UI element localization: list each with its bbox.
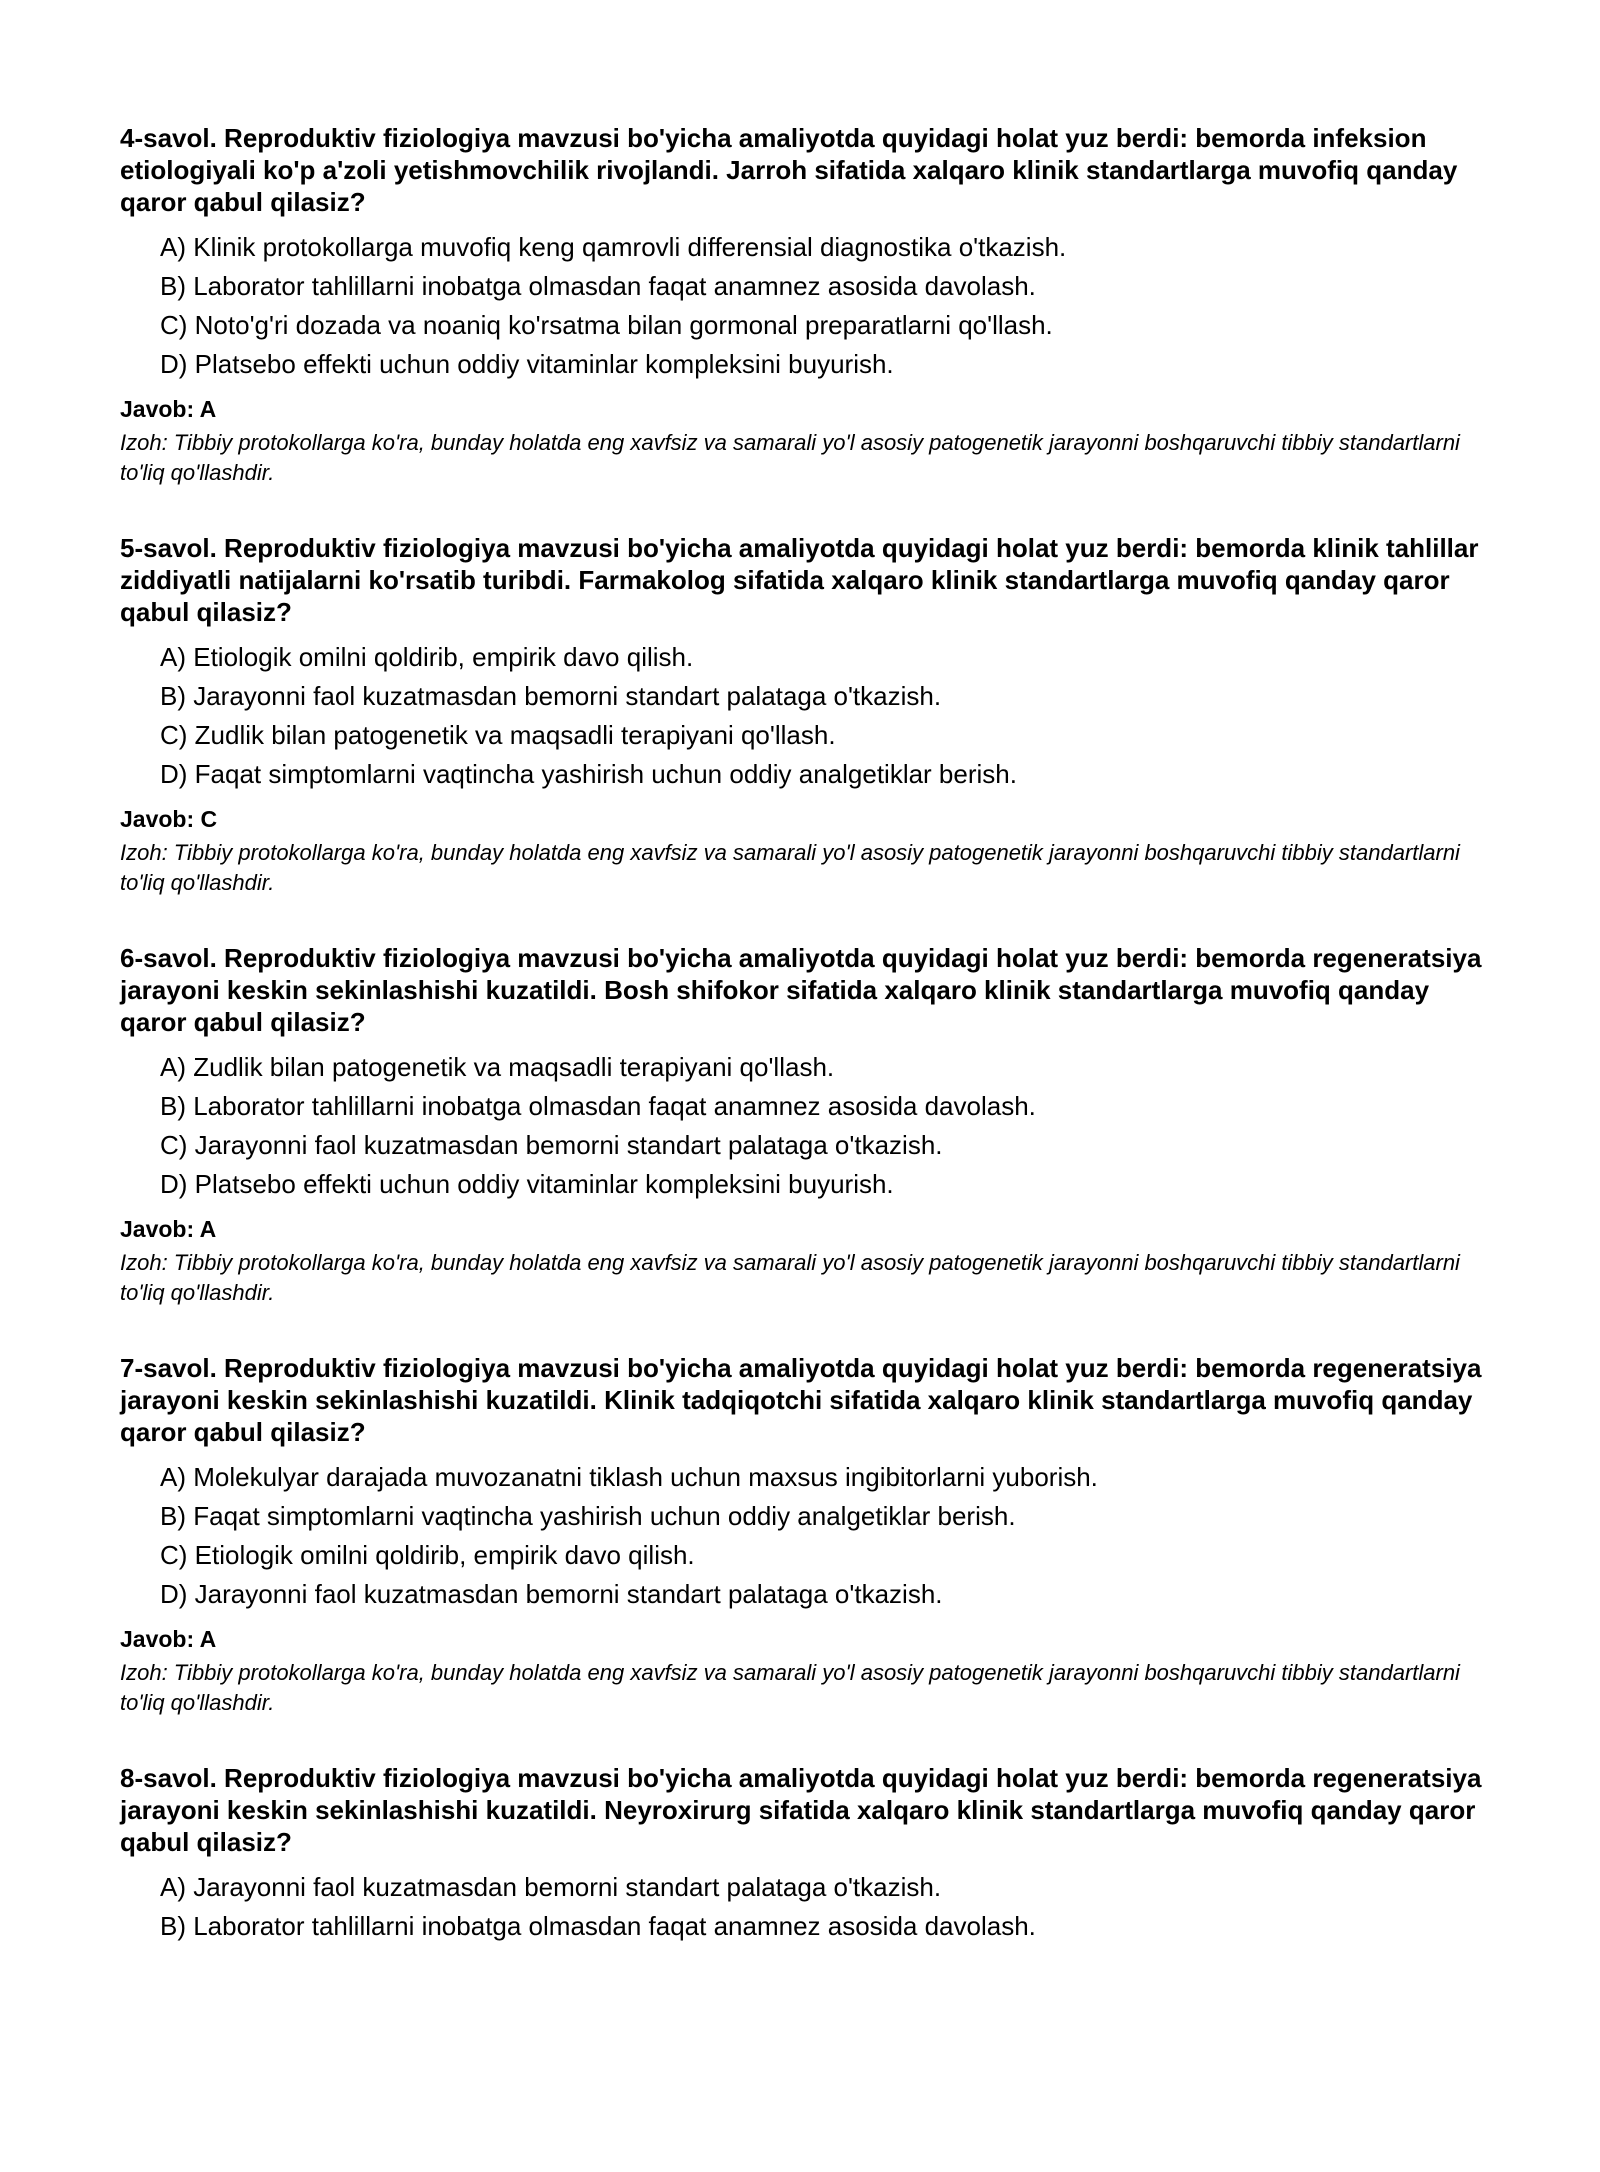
question-title: 6-savol. Reproduktiv fiziologiya mavzusi bo'yicha amaliyotda quyidagi holat yuz berdi: bemorda regeneratsiya jarayoni keskin sekinlashishi kuzatildi. Bosh shifokor sifatida xalqaro klinik standartlarga muvofiq qanday qaror qabul qilasiz? <box>120 943 1482 1037</box>
explanation-note: Izoh: Tibbiy protokollarga ko'ra, bunday holatda eng xavfsiz va samarali yo'l asosiy patogenetik jarayonni boshqaruvchi tibbiy standartlarni to'liq qo'llashdir. <box>120 430 1460 485</box>
option-b: B) Laborator tahlillarni inobatga olmasdan faqat anamnez asosida davolash. <box>160 1091 1036 1121</box>
question-title: 5-savol. Reproduktiv fiziologiya mavzusi bo'yicha amaliyotda quyidagi holat yuz berdi: bemorda klinik tahlillar ziddiyatli natijalarni ko'rsatib turibdi. Farmakolog sifatida xalqaro klinik standartlarga muvofiq qanday qaror qabul qilasiz? <box>120 533 1479 627</box>
option-d: D) Platsebo effekti uchun oddiy vitaminlar kompleksini buyurish. <box>160 1169 894 1199</box>
options-list <box>120 1868 1490 1946</box>
option-d: D) Faqat simptomlarni vaqtincha yashirish uchun oddiy analgetiklar berish. <box>160 759 1017 789</box>
question-6 <box>120 942 1490 1352</box>
question-title: 7-savol. Reproduktiv fiziologiya mavzusi bo'yicha amaliyotda quyidagi holat yuz berdi: bemorda regeneratsiya jarayoni keskin sekinlashishi kuzatildi. Klinik tadqiqotchi sifatida xalqaro klinik standartlarga muvofiq qanday qaror qabul qilasiz? <box>120 1353 1482 1447</box>
option-d: D) Jarayonni faol kuzatmasdan bemorni standart palataga o'tkazish. <box>160 1579 943 1609</box>
option-c: C) Noto'g'ri dozada va noaniq ko'rsatma bilan gormonal preparatlarni qo'llash. <box>160 310 1053 340</box>
options-list <box>120 638 1490 794</box>
option-b: B) Faqat simptomlarni vaqtincha yashirish uchun oddiy analgetiklar berish. <box>160 1501 1016 1531</box>
question-8 <box>120 1762 1490 2172</box>
explanation-note: Izoh: Tibbiy protokollarga ko'ra, bunday holatda eng xavfsiz va samarali yo'l asosiy patogenetik jarayonni boshqaruvchi tibbiy standartlarni to'liq qo'llashdir. <box>120 1250 1460 1305</box>
options-list <box>120 1048 1490 1204</box>
question-title: 4-savol. Reproduktiv fiziologiya mavzusi bo'yicha amaliyotda quyidagi holat yuz berdi: bemorda infeksion etiologiyali ko'p a'zoli yetishmovchilik rivojlandi. Jarroh sifatida xalqaro klinik standartlarga muvofiq qanday qaror qabul qilasiz? <box>120 123 1458 217</box>
question-4 <box>120 122 1490 532</box>
answer: Javob: A <box>120 396 217 422</box>
options-list <box>120 228 1490 384</box>
explanation-note: Izoh: Tibbiy protokollarga ko'ra, bunday holatda eng xavfsiz va samarali yo'l asosiy patogenetik jarayonni boshqaruvchi tibbiy standartlarni to'liq qo'llashdir. <box>120 1660 1460 1715</box>
option-b: B) Laborator tahlillarni inobatga olmasdan faqat anamnez asosida davolash. <box>160 271 1036 301</box>
option-a: A) Jarayonni faol kuzatmasdan bemorni standart palataga o'tkazish. <box>160 1872 942 1902</box>
question-title: 8-savol. Reproduktiv fiziologiya mavzusi bo'yicha amaliyotda quyidagi holat yuz berdi: bemorda regeneratsiya jarayoni keskin sekinlashishi kuzatildi. Neyroxirurg sifatida xalqaro klinik standartlarga muvofiq qanday qaror qabul qilasiz? <box>120 1763 1482 1857</box>
explanation-note: Izoh: Tibbiy protokollarga ko'ra, bunday holatda eng xavfsiz va samarali yo'l asosiy patogenetik jarayonni boshqaruvchi tibbiy standartlarni to'liq qo'llashdir. <box>120 840 1460 895</box>
option-c: C) Zudlik bilan patogenetik va maqsadli terapiyani qo'llash. <box>160 720 836 750</box>
option-c: C) Etiologik omilni qoldirib, empirik davo qilish. <box>160 1540 695 1570</box>
option-b: B) Jarayonni faol kuzatmasdan bemorni standart palataga o'tkazish. <box>160 681 942 711</box>
question-5 <box>120 532 1490 942</box>
option-a: A) Zudlik bilan patogenetik va maqsadli terapiyani qo'llash. <box>160 1052 835 1082</box>
document-page <box>120 122 1490 2172</box>
answer: Javob: C <box>120 806 218 832</box>
option-b: B) Laborator tahlillarni inobatga olmasdan faqat anamnez asosida davolash. <box>160 1911 1036 1941</box>
option-d: D) Platsebo effekti uchun oddiy vitaminlar kompleksini buyurish. <box>160 349 894 379</box>
options-list <box>120 1458 1490 1614</box>
option-c: C) Jarayonni faol kuzatmasdan bemorni standart palataga o'tkazish. <box>160 1130 943 1160</box>
question-7 <box>120 1352 1490 1762</box>
option-a: A) Molekulyar darajada muvozanatni tiklash uchun maxsus ingibitorlarni yuborish. <box>160 1462 1098 1492</box>
option-a: A) Klinik protokollarga muvofiq keng qamrovli differensial diagnostika o'tkazish. <box>160 232 1067 262</box>
option-a: A) Etiologik omilni qoldirib, empirik davo qilish. <box>160 642 694 672</box>
answer: Javob: A <box>120 1626 217 1652</box>
answer: Javob: A <box>120 1216 217 1242</box>
